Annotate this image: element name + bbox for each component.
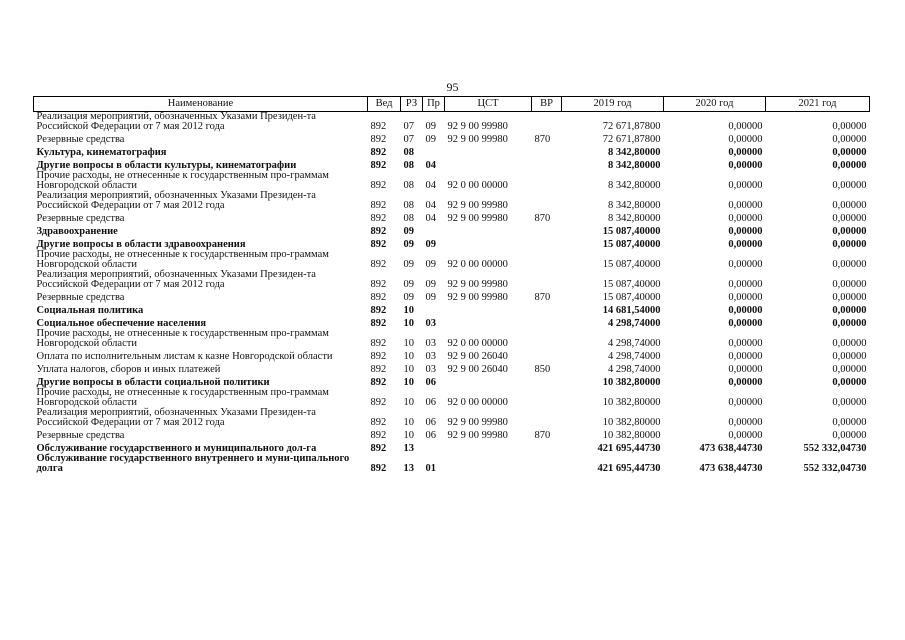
cell-vr bbox=[532, 349, 562, 362]
cell-2021: 0,00000 bbox=[832, 147, 867, 158]
cell-rz: 08 bbox=[403, 160, 414, 171]
cell-vr bbox=[532, 329, 562, 349]
cell-2020: 0,00000 bbox=[728, 351, 763, 362]
cell-2020: 0,00000 bbox=[728, 200, 763, 211]
cell-ved: 892 bbox=[370, 377, 387, 388]
cell-ved: 892 bbox=[370, 397, 387, 408]
table-row bbox=[34, 191, 870, 211]
cell-ved: 892 bbox=[370, 279, 387, 290]
cell-name: Реализация мероприятий, обозначенных Указами Президен-та Российской Федерации от 7 мая 2012 года bbox=[36, 407, 316, 428]
cell-pr: 03 bbox=[425, 364, 436, 375]
cell-rz: 10 bbox=[403, 377, 414, 388]
table-row bbox=[34, 224, 870, 237]
cell-pr: 04 bbox=[425, 213, 436, 224]
cell-ved: 892 bbox=[370, 463, 387, 474]
cell-2019: 8 342,80000 bbox=[608, 213, 661, 224]
cell-cst bbox=[445, 441, 532, 454]
cell-2019: 10 382,80000 bbox=[602, 377, 661, 388]
cell-2019: 15 087,40000 bbox=[602, 259, 661, 270]
cell-pr: 06 bbox=[425, 397, 436, 408]
header-2021: 2021 год bbox=[766, 97, 870, 112]
table-row bbox=[34, 112, 870, 133]
cell-pr: 09 bbox=[425, 239, 436, 250]
table-body bbox=[34, 112, 870, 475]
cell-2021: 0,00000 bbox=[832, 292, 867, 303]
cell-ved: 892 bbox=[370, 121, 387, 132]
table-row bbox=[34, 454, 870, 474]
header-cst: ЦСТ bbox=[445, 97, 532, 112]
cell-cst: 92 9 00 99980 bbox=[447, 430, 508, 441]
cell-cst bbox=[445, 145, 532, 158]
cell-2019: 8 342,80000 bbox=[608, 180, 661, 191]
cell-2021: 0,00000 bbox=[832, 318, 867, 329]
table-row bbox=[34, 362, 870, 375]
table-row bbox=[34, 408, 870, 428]
cell-2021: 0,00000 bbox=[832, 213, 867, 224]
cell-2021: 0,00000 bbox=[832, 364, 867, 375]
cell-vr bbox=[532, 388, 562, 408]
cell-2019: 72 671,87800 bbox=[602, 134, 661, 145]
cell-name: Реализация мероприятий, обозначенных Указами Президен-та Российской Федерации от 7 мая 2012 года bbox=[36, 190, 316, 211]
cell-2021: 0,00000 bbox=[832, 430, 867, 441]
cell-2020: 0,00000 bbox=[728, 160, 763, 171]
cell-2021: 0,00000 bbox=[832, 226, 867, 237]
cell-2019: 10 382,80000 bbox=[602, 397, 661, 408]
table-row bbox=[34, 329, 870, 349]
cell-pr: 03 bbox=[425, 318, 436, 329]
cell-rz: 10 bbox=[403, 351, 414, 362]
cell-2021: 0,00000 bbox=[832, 200, 867, 211]
cell-2019: 72 671,87800 bbox=[602, 121, 661, 132]
cell-name: Обслуживание государственного и муниципального дол-га bbox=[36, 443, 317, 454]
cell-rz: 10 bbox=[403, 417, 414, 428]
cell-name: Резервные средства bbox=[36, 430, 125, 441]
cell-ved: 892 bbox=[370, 147, 387, 158]
cell-pr: 09 bbox=[425, 292, 436, 303]
cell-cst: 92 0 00 00000 bbox=[447, 338, 508, 349]
cell-2019: 8 342,80000 bbox=[608, 200, 661, 211]
cell-pr: 04 bbox=[425, 160, 436, 171]
header-name: Наименование bbox=[34, 97, 368, 112]
cell-ved: 892 bbox=[370, 226, 387, 237]
cell-rz: 10 bbox=[403, 364, 414, 375]
cell-2019: 10 382,80000 bbox=[602, 417, 661, 428]
cell-cst: 92 9 00 26040 bbox=[447, 364, 508, 375]
cell-ved: 892 bbox=[370, 213, 387, 224]
cell-name: Здравоохранение bbox=[36, 226, 118, 237]
cell-2021: 0,00000 bbox=[832, 351, 867, 362]
cell-rz: 09 bbox=[403, 279, 414, 290]
cell-vr bbox=[532, 316, 562, 329]
table-row bbox=[34, 211, 870, 224]
cell-name: Обслуживание государственного внутреннего и муни-ципального долга bbox=[36, 453, 350, 474]
cell-2020: 0,00000 bbox=[728, 305, 763, 316]
cell-rz: 08 bbox=[403, 180, 414, 191]
cell-rz: 08 bbox=[403, 200, 414, 211]
cell-ved: 892 bbox=[370, 443, 387, 454]
cell-cst: 92 9 00 26040 bbox=[447, 351, 508, 362]
cell-name: Прочие расходы, не отнесенные к государственным про-граммам Новгородской области bbox=[36, 387, 329, 408]
cell-cst bbox=[445, 303, 532, 316]
table-row bbox=[34, 388, 870, 408]
cell-2019: 421 695,44730 bbox=[597, 463, 661, 474]
table-row bbox=[34, 132, 870, 145]
cell-rz: 07 bbox=[403, 121, 414, 132]
cell-cst: 92 9 00 99980 bbox=[447, 279, 508, 290]
cell-2020: 0,00000 bbox=[728, 377, 763, 388]
page-number: 95 bbox=[446, 80, 459, 94]
cell-vr bbox=[532, 158, 562, 171]
cell-pr bbox=[423, 224, 445, 237]
header-rz: РЗ bbox=[401, 97, 423, 112]
header-2020: 2020 год bbox=[664, 97, 766, 112]
cell-2019: 421 695,44730 bbox=[597, 443, 661, 454]
cell-vr: 870 bbox=[534, 213, 551, 224]
header-pr: Пр bbox=[423, 97, 445, 112]
cell-2019: 8 342,80000 bbox=[608, 147, 661, 158]
cell-ved: 892 bbox=[370, 351, 387, 362]
cell-2021: 0,00000 bbox=[832, 397, 867, 408]
cell-name: Уплата налогов, сборов и иных платежей bbox=[36, 364, 221, 375]
header-ved: Вед bbox=[368, 97, 401, 112]
cell-2021: 0,00000 bbox=[832, 239, 867, 250]
cell-vr: 870 bbox=[534, 134, 551, 145]
cell-rz: 13 bbox=[403, 463, 414, 474]
cell-2021: 0,00000 bbox=[832, 305, 867, 316]
cell-name: Другие вопросы в области культуры, кинематографии bbox=[36, 160, 297, 171]
cell-2021: 552 332,04730 bbox=[803, 443, 867, 454]
cell-cst: 92 9 00 99980 bbox=[447, 292, 508, 303]
budget-table bbox=[33, 96, 870, 474]
cell-name: Резервные средства bbox=[36, 134, 125, 145]
cell-2019: 4 298,74000 bbox=[608, 338, 661, 349]
cell-vr bbox=[532, 454, 562, 474]
cell-2021: 0,00000 bbox=[832, 377, 867, 388]
cell-pr: 04 bbox=[425, 200, 436, 211]
cell-2020: 0,00000 bbox=[728, 292, 763, 303]
cell-pr: 06 bbox=[425, 377, 436, 388]
cell-2020: 0,00000 bbox=[728, 147, 763, 158]
cell-pr: 06 bbox=[425, 417, 436, 428]
cell-rz: 10 bbox=[403, 430, 414, 441]
cell-vr bbox=[532, 408, 562, 428]
cell-rz: 09 bbox=[403, 259, 414, 270]
cell-vr bbox=[532, 224, 562, 237]
cell-vr bbox=[532, 270, 562, 290]
cell-rz: 09 bbox=[403, 292, 414, 303]
cell-cst bbox=[445, 224, 532, 237]
cell-rz: 10 bbox=[403, 397, 414, 408]
cell-pr: 03 bbox=[425, 338, 436, 349]
cell-2019: 4 298,74000 bbox=[608, 318, 661, 329]
cell-vr bbox=[532, 191, 562, 211]
cell-rz: 07 bbox=[403, 134, 414, 145]
cell-pr bbox=[423, 441, 445, 454]
cell-pr: 09 bbox=[425, 134, 436, 145]
cell-2020: 0,00000 bbox=[728, 180, 763, 191]
cell-rz: 10 bbox=[403, 318, 414, 329]
table-row bbox=[34, 428, 870, 441]
cell-cst: 92 9 00 99980 bbox=[447, 213, 508, 224]
cell-rz: 08 bbox=[403, 213, 414, 224]
cell-ved: 892 bbox=[370, 318, 387, 329]
cell-2020: 0,00000 bbox=[728, 226, 763, 237]
cell-name: Резервные средства bbox=[36, 292, 125, 303]
cell-2020: 0,00000 bbox=[728, 338, 763, 349]
cell-2020: 0,00000 bbox=[728, 397, 763, 408]
table-row bbox=[34, 303, 870, 316]
cell-vr bbox=[532, 250, 562, 270]
cell-2020: 0,00000 bbox=[728, 364, 763, 375]
cell-2020: 473 638,44730 bbox=[699, 443, 763, 454]
table-row bbox=[34, 145, 870, 158]
table-header bbox=[34, 97, 870, 112]
cell-2021: 0,00000 bbox=[832, 259, 867, 270]
cell-pr bbox=[423, 145, 445, 158]
cell-vr bbox=[532, 237, 562, 250]
cell-2021: 0,00000 bbox=[832, 160, 867, 171]
cell-pr: 03 bbox=[425, 351, 436, 362]
cell-ved: 892 bbox=[370, 364, 387, 375]
cell-2019: 4 298,74000 bbox=[608, 351, 661, 362]
cell-2021: 0,00000 bbox=[832, 134, 867, 145]
cell-2020: 0,00000 bbox=[728, 213, 763, 224]
cell-name: Прочие расходы, не отнесенные к государственным про-граммам Новгородской области bbox=[36, 249, 329, 270]
cell-2019: 15 087,40000 bbox=[602, 226, 661, 237]
cell-name: Другие вопросы в области здравоохранения bbox=[36, 239, 246, 250]
header-vr: ВР bbox=[532, 97, 562, 112]
table-row bbox=[34, 250, 870, 270]
cell-2020: 0,00000 bbox=[728, 121, 763, 132]
cell-rz: 10 bbox=[403, 305, 414, 316]
cell-cst bbox=[445, 158, 532, 171]
cell-name: Культура, кинематография bbox=[36, 147, 167, 158]
cell-ved: 892 bbox=[370, 417, 387, 428]
cell-2020: 0,00000 bbox=[728, 259, 763, 270]
cell-2021: 0,00000 bbox=[832, 338, 867, 349]
cell-ved: 892 bbox=[370, 430, 387, 441]
cell-2019: 14 681,54000 bbox=[602, 305, 661, 316]
cell-pr: 09 bbox=[425, 259, 436, 270]
table-row bbox=[34, 171, 870, 191]
cell-2020: 0,00000 bbox=[728, 134, 763, 145]
cell-name: Оплата по исполнительным листам к казне Новгородской области bbox=[36, 351, 333, 362]
cell-pr bbox=[423, 303, 445, 316]
cell-ved: 892 bbox=[370, 160, 387, 171]
table-row bbox=[34, 349, 870, 362]
cell-vr bbox=[532, 441, 562, 454]
cell-rz: 10 bbox=[403, 338, 414, 349]
header-2019: 2019 год bbox=[562, 97, 664, 112]
cell-2021: 0,00000 bbox=[832, 121, 867, 132]
cell-2021: 552 332,04730 bbox=[803, 463, 867, 474]
table-row bbox=[34, 270, 870, 290]
cell-name: Социальная политика bbox=[36, 305, 144, 316]
cell-2021: 0,00000 bbox=[832, 279, 867, 290]
cell-pr: 09 bbox=[425, 279, 436, 290]
cell-vr bbox=[532, 303, 562, 316]
cell-rz: 09 bbox=[403, 226, 414, 237]
cell-2020: 0,00000 bbox=[728, 417, 763, 428]
cell-pr: 09 bbox=[425, 121, 436, 132]
cell-name: Прочие расходы, не отнесенные к государственным про-граммам Новгородской области bbox=[36, 170, 329, 191]
cell-ved: 892 bbox=[370, 180, 387, 191]
cell-cst: 92 0 00 00000 bbox=[447, 180, 508, 191]
cell-2020: 473 638,44730 bbox=[699, 463, 763, 474]
cell-2019: 15 087,40000 bbox=[602, 239, 661, 250]
cell-cst bbox=[445, 237, 532, 250]
cell-vr bbox=[532, 145, 562, 158]
cell-vr: 870 bbox=[534, 292, 551, 303]
cell-name: Реализация мероприятий, обозначенных Указами Президен-та Российской Федерации от 7 мая 2012 года bbox=[36, 111, 316, 132]
cell-pr: 01 bbox=[425, 463, 436, 474]
cell-2019: 8 342,80000 bbox=[608, 160, 661, 171]
cell-2020: 0,00000 bbox=[728, 318, 763, 329]
cell-2020: 0,00000 bbox=[728, 279, 763, 290]
cell-vr: 850 bbox=[534, 364, 551, 375]
cell-cst bbox=[445, 375, 532, 388]
cell-ved: 892 bbox=[370, 292, 387, 303]
cell-vr: 870 bbox=[534, 430, 551, 441]
cell-rz: 13 bbox=[403, 443, 414, 454]
cell-ved: 892 bbox=[370, 259, 387, 270]
cell-2019: 15 087,40000 bbox=[602, 279, 661, 290]
cell-2019: 4 298,74000 bbox=[608, 364, 661, 375]
cell-vr bbox=[532, 375, 562, 388]
cell-2019: 10 382,80000 bbox=[602, 430, 661, 441]
cell-ved: 892 bbox=[370, 134, 387, 145]
cell-2020: 0,00000 bbox=[728, 239, 763, 250]
cell-pr: 04 bbox=[425, 180, 436, 191]
cell-2021: 0,00000 bbox=[832, 417, 867, 428]
cell-cst bbox=[445, 316, 532, 329]
cell-ved: 892 bbox=[370, 239, 387, 250]
table-row bbox=[34, 290, 870, 303]
cell-pr: 06 bbox=[425, 430, 436, 441]
cell-cst: 92 9 00 99980 bbox=[447, 200, 508, 211]
cell-ved: 892 bbox=[370, 200, 387, 211]
cell-cst: 92 9 00 99980 bbox=[447, 134, 508, 145]
cell-rz: 09 bbox=[403, 239, 414, 250]
cell-name: Другие вопросы в области социальной политики bbox=[36, 377, 270, 388]
cell-2021: 0,00000 bbox=[832, 180, 867, 191]
cell-name: Социальное обеспечение населения bbox=[36, 318, 207, 329]
cell-2020: 0,00000 bbox=[728, 430, 763, 441]
cell-vr bbox=[532, 171, 562, 191]
cell-ved: 892 bbox=[370, 338, 387, 349]
cell-vr bbox=[532, 112, 562, 133]
cell-cst: 92 9 00 99980 bbox=[447, 121, 508, 132]
cell-cst: 92 0 00 00000 bbox=[447, 397, 508, 408]
cell-name: Прочие расходы, не отнесенные к государственным про-граммам Новгородской области bbox=[36, 328, 329, 349]
cell-cst: 92 0 00 00000 bbox=[447, 259, 508, 270]
cell-2019: 15 087,40000 bbox=[602, 292, 661, 303]
cell-cst: 92 9 00 99980 bbox=[447, 417, 508, 428]
cell-name: Резервные средства bbox=[36, 213, 125, 224]
cell-name: Реализация мероприятий, обозначенных Указами Президен-та Российской Федерации от 7 мая 2012 года bbox=[36, 269, 316, 290]
cell-rz: 08 bbox=[403, 147, 414, 158]
cell-cst bbox=[445, 454, 532, 474]
cell-ved: 892 bbox=[370, 305, 387, 316]
